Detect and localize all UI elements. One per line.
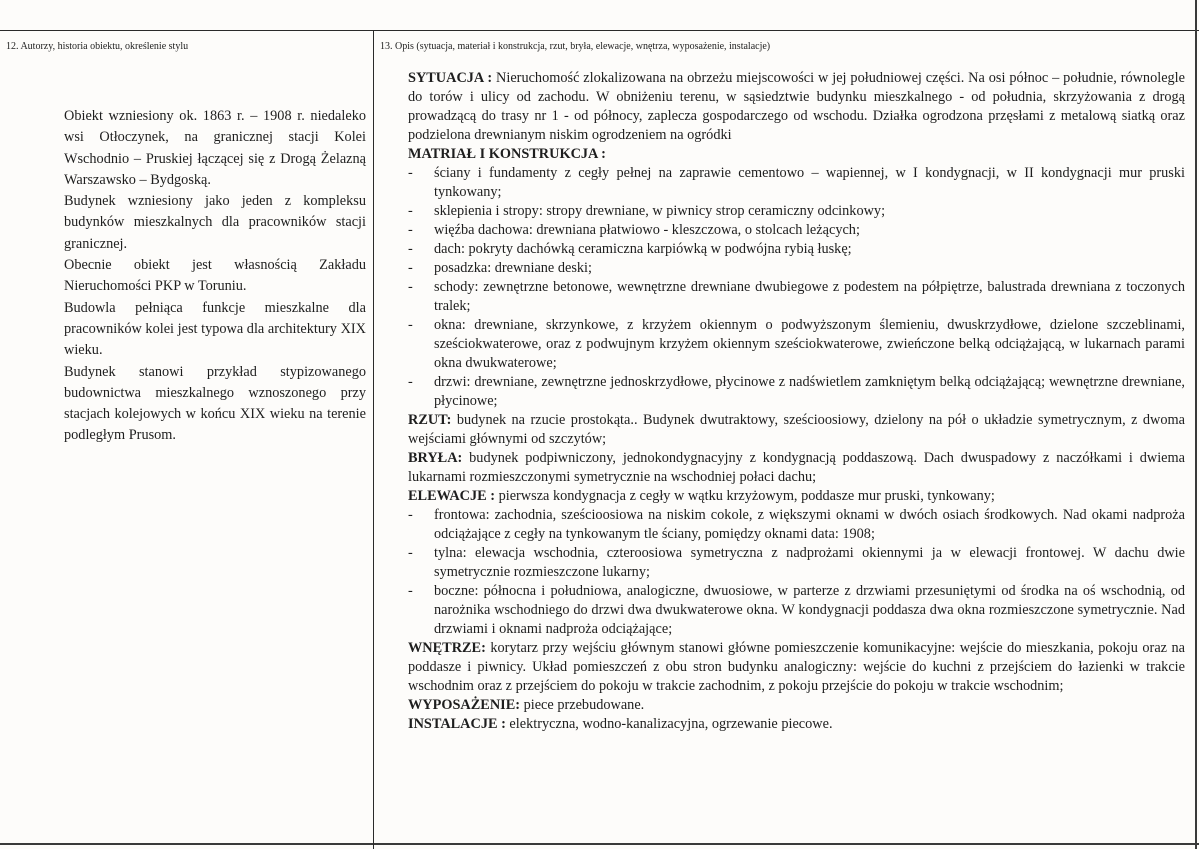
situation-section	[408, 69, 1185, 145]
history-paragraph: Budowla pełniąca funkcje mieszkalne dla pracowników kolei jest typowa dla architektury XIX wieku.	[64, 299, 366, 359]
list-dash: -	[408, 279, 413, 295]
list-dash: -	[408, 203, 413, 219]
plan-label: RZUT:	[408, 412, 452, 428]
list-dash: -	[408, 583, 413, 599]
interior-section	[408, 639, 1185, 696]
elevations-label: ELEWACJE :	[408, 488, 495, 504]
history-paragraph: Budynek stanowi przykład stypizowanego budownictwa mieszkalnego wznoszonego przy stacjach kolejowych w końcu XIX wieku na terenie podległym Prusom.	[64, 363, 366, 444]
history-paragraph: Obecnie obiekt jest własnością Zakładu Nieruchomości PKP w Toruniu.	[64, 257, 366, 295]
installations-section	[408, 715, 1185, 734]
bottom-rule	[0, 843, 1199, 845]
elevation-item: - tylna: elewacja wschodnia, czteroosiowa symetryczna z nadprożami okiennymi ja w elewacji frontowej. W dachu dwie symetrycznie rozmieszczone lukarny;	[408, 545, 1185, 580]
interior-label: WNĘTRZE:	[408, 640, 486, 656]
plan-section	[408, 411, 1185, 449]
list-dash: -	[408, 507, 413, 523]
history-paragraph: Budynek wzniesiony jako jeden z kompleksu budynków mieszkalnych dla pracowników stacji granicznej.	[64, 193, 366, 252]
description-column	[380, 32, 1186, 734]
situation-label: SYTUACJA :	[408, 70, 493, 86]
right-rule	[1195, 0, 1197, 849]
situation-text: Nieruchomość zlokalizowana na obrzeżu miejscowości w jej południowej części. Na osi północ – południe, równolegle do torów i ulicy od zachodu. W obniżeniu terenu, w sąsiedztwie budynku mieszkalnego - od południa, skrzyżowania z drogą prowadzącą do trasy nr 1 - od północy, zaplecza gospodarczego od wschodu. Działka ogrodzona przęsłami z metalową siatką oraz podzielona drewnianym niskim ogrodzeniem na ogródki	[408, 70, 1186, 143]
history-column	[6, 32, 368, 447]
history-text	[64, 106, 366, 447]
mass-section	[408, 449, 1185, 487]
list-dash: -	[408, 241, 413, 257]
installations-text: elektryczna, wodno-kanalizacyjna, ogrzewanie piecowe.	[505, 716, 833, 732]
mass-label: BRYŁA:	[408, 450, 463, 466]
description-text	[408, 69, 1185, 734]
list-dash: -	[408, 374, 413, 390]
history-paragraph: Obiekt wzniesiony ok. 1863 r. – 1908 r. niedaleko wsi Otłoczynek, na granicznej stacji Kolei Wschodnio – Pruskiej łączącej się z Drogą Żelazną Warszawsko – Bydgoską.	[64, 108, 366, 188]
material-item: - okna: drewniane, skrzynkowe, z krzyżem okiennym o podwyższonym ślemieniu, dwuskrzydłowe, dzielone szczeblinami, sześciokwaterowe, oraz z podwujnym krzyżem okiennym sześciokwaterowe, zwieńczone belką odciążającą, w lukarnach parami okna dwukwaterowe;	[408, 317, 1185, 371]
list-dash: -	[408, 260, 413, 276]
description-header: 13. Opis (sytuacja, materiał i konstrukcja, rzut, bryła, elewacje, wnętrza, wyposażenie, instalacje)	[380, 41, 771, 52]
list-dash: -	[408, 545, 413, 561]
material-item: - schody: zewnętrzne betonowe, wewnętrzne drewniane dwubiegowe z podestem na półpiętrze, balustrada drewniana z toczonych tralek;	[408, 279, 1185, 314]
column-divider	[373, 30, 374, 849]
equipment-label: WYPOSAŻENIE:	[408, 697, 521, 713]
installations-label: INSTALACJE :	[408, 716, 506, 732]
material-item: - więźba dachowa: drewniana płatwiowo - kleszczowa, o stolcach leżących;	[408, 222, 860, 238]
mass-text: budynek podpiwniczony, jednokondygnacyjny z kondygnacją poddaszową. Dach dwuspadowy z naczółkami i dwiema lukarnami rozmieszczonymi symetrycznie na wschodniej połaci dachu;	[408, 450, 1185, 485]
material-item: - posadzka: drewniane deski;	[408, 260, 593, 276]
list-dash: -	[408, 222, 413, 238]
material-item: - sklepienia i stropy: stropy drewniane, w piwnicy strop ceramiczny odcinkowy;	[408, 203, 886, 219]
list-dash: -	[408, 317, 413, 333]
elevation-item: - boczne: północna i południowa, analogiczne, dwuosiowe, w parterze z drzwiami przesuniętymi od środka na oś wschodnią, od narożnika wschodniego do drzwi dwa dwukwaterowe okna. W kondygnacji poddasza dwa okna rozmieszczone symetrycznie. Nad drzwiami i oknami nadproża odciążające;	[408, 583, 1185, 637]
plan-text: budynek na rzucie prostokąta.. Budynek dwutraktowy, sześcioosiowy, dzielony na pół o układzie symetrycznym, z dwoma wejściami głównymi od szczytów;	[408, 412, 1185, 447]
material-section-label: MATRIAŁ I KONSTRUKCJA :	[408, 146, 606, 162]
material-item: - drzwi: drewniane, zewnętrzne jednoskrzydłowe, płycinowe z nadświetlem zamkniętym belką odciążającą; wewnętrzne drewniane, płycinowe;	[408, 374, 1185, 409]
material-item: - ściany i fundamenty z cegły pełnej na zaprawie cementowo – wapiennej, w I kondygnacji, w II kondygnacji mur pruski tynkowany;	[408, 165, 1185, 200]
history-header: 12. Autorzy, historia obiektu, określenie stylu	[6, 41, 189, 52]
material-item: - dach: pokryty dachówką ceramiczna karpiówką w podwójna rybią łuskę;	[408, 241, 852, 257]
elevations-section	[408, 487, 1185, 506]
equipment-text: piece przebudowane.	[520, 697, 645, 713]
interior-text: korytarz przy wejściu głównym stanowi główne pomieszczenie komunikacyjne: wejście do mieszkania, pokoju oraz na poddasze i piwnicy. Układ pomieszczeń z obu stron budynku analogiczny: wejście do kuchni z przejściem do łazienki w trakcie wschodnim oraz z przejściem do pokoju w trakcie zachodnim, z pokoju przejście do pokoju w trakcie wschodnim;	[408, 640, 1185, 694]
elevation-item: - frontowa: zachodnia, sześcioosiowa na niskim cokole, z większymi oknami w dwóch osiach środkowych. Nad okami nadproża odciążające z cegły na tynkowanym tle ściany, pomiędzy oknami data: 1908;	[408, 507, 1185, 542]
elevations-text: pierwsza kondygnacja z cegły w wątku krzyżowym, poddasze mur pruski, tynkowany;	[495, 488, 995, 504]
top-rule	[0, 30, 1199, 31]
equipment-section	[408, 696, 1185, 715]
list-dash: -	[408, 165, 413, 181]
